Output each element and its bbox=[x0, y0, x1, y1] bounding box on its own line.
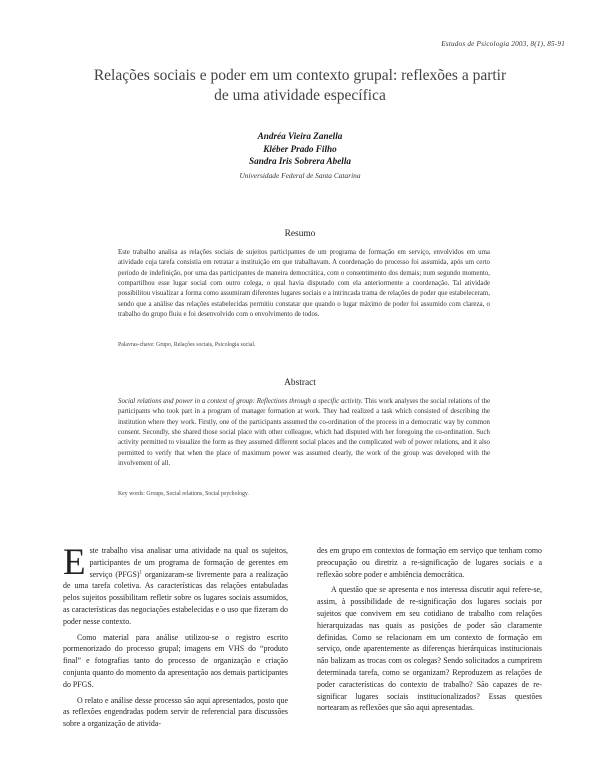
article-title bbox=[40, 66, 560, 106]
resumo-body: Este trabalho analisa as relações sociais de sujeitos participantes de um programa de formação em serviço, envolvidos em uma atividade cuja tarefa consistia em retratar a instituição em que trabalhavam. A coordenação do processo foi assumida, após um certo período de indefinição, por uma das participantes de maneira democrática, com o consentimento dos demais; num segundo momento, compartilhou esse lugar social com outro colega, o qual havia disputado com ela anteriormente a coordenação. Tal atividade possibilitou visualizar a forma como assumiram diferentes lugares sociais e a intrincada trama de relações de poder que estabeleceram, sendo que a análise das relações estabelecidas permitiu constatar que quando o lugar máximo de poder foi assumido com clareza, o trabalho do grupo fluiu e foi desenvolvido com o envolvimento de todos. bbox=[118, 249, 490, 319]
abstract-text: This work analyses the social relations of the participants who took part in a program of manager formation at work. They had realized a task which consisted of describing the institution where they work. Firstly, one of the participants assumed the co-ordination of the process in a democratic way by common consent. Secondly, she shared those social place with other colleague, which had disputed with her foregoing the co-ordination. Such activity permitted to visualize the form as they assumed different social places and the complicated web of power relations, and it also permitted to verify that when the place of maximum power was assumed clearly, the work of the group was developed with the involvement of all. bbox=[118, 398, 491, 468]
paragraph-1-text-b: organizaram-se livremente para a realização de uma tarefa coletiva. As características das relações entabuladas pelos sujeitos possibilitam refletir sobre os lugares sociais assumidos, as características das negociações estabelecidas e o uso que fizeram do poder nesse contexto. bbox=[63, 569, 288, 626]
paragraph-1-text-a: ste trabalho visa analisar uma atividade na qual os sujeitos, participantes de um programa de formação de gerentes em serviço (PFGS) bbox=[89, 546, 288, 579]
resumo-heading: Resumo bbox=[284, 229, 316, 239]
title-line-2: de uma atividade específica bbox=[214, 87, 386, 104]
footnote-marker: 1 bbox=[139, 569, 142, 575]
abstract-heading: Abstract bbox=[284, 378, 316, 388]
author-list bbox=[0, 130, 600, 168]
body-paragraph-2: Como material para análise utilizou-se o registro escrito pormenorizado do processo grupal; imagens em VHS do “produto final” e fotografias tanto do processo de organização e criação conjunta quanto do momento da apresentação aos demais participantes do PFGS. bbox=[63, 632, 288, 689]
abstract-title-italic: Social relations and power in a context of group: Reflections through a specific activity. bbox=[118, 398, 363, 405]
body-column-right bbox=[317, 545, 542, 714]
body-paragraph-1 bbox=[63, 542, 288, 628]
affiliation: Universidade Federal de Santa Catarina bbox=[239, 171, 361, 180]
resumo-keywords: Palavras-chave: Grupo, Relações sociais, Psicologia social. bbox=[118, 342, 256, 348]
body-paragraph-3: O relato e análise desse processo são aqui apresentados, posto que as reflexões engendradas podem servir de referencial para discussões sobre a organização de ativida- bbox=[63, 695, 288, 729]
body-paragraph-4: des em grupo em contextos de formação em serviço que tenham como preocupação ou diretriz a re-significação de lugares sociais e a reflexão sobre poder e ambiência democrática. bbox=[317, 546, 542, 579]
author-3: Sandra Iris Sobrera Abella bbox=[248, 156, 352, 166]
running-head: Estudos de Psicologia 2003, 8(1), 85-91 bbox=[441, 40, 565, 48]
title-line-1: Relações sociais e poder em um contexto grupal: reflexões a partir bbox=[93, 67, 507, 84]
body-paragraph-5: A questão que se apresenta e nos interessa discutir aqui refere-se, assim, à possibilidade de re-significação dos lugares sociais por sujeitos que convivem em seu cotidiano de trabalho com relações hierarquizadas nas quais as posições de poder são claramente definidas. Como se relacionam em um contexto de formação em serviço, onde aparentemente as diferenças hierárquicas institucionais não balizam as trocas com os colegas? Sendo solicitados a cumprirem determinada tarefa, como se organizam? Reproduzem as relações de poder características do contexto de trabalho? São capazes de re-significar lugares sociais institucionalizados? Essas questões nortearam as reflexões que são aqui apresentadas. bbox=[317, 585, 542, 713]
drop-cap: E bbox=[63, 542, 86, 583]
abstract-body bbox=[118, 397, 490, 469]
body-column-left bbox=[63, 542, 288, 730]
abstract-keywords: Key words: Groups, Social relations, Social psychology. bbox=[118, 491, 249, 497]
author-2: Kléber Prado Filho bbox=[263, 143, 337, 154]
author-1: Andréa Vieira Zanella bbox=[257, 131, 343, 141]
